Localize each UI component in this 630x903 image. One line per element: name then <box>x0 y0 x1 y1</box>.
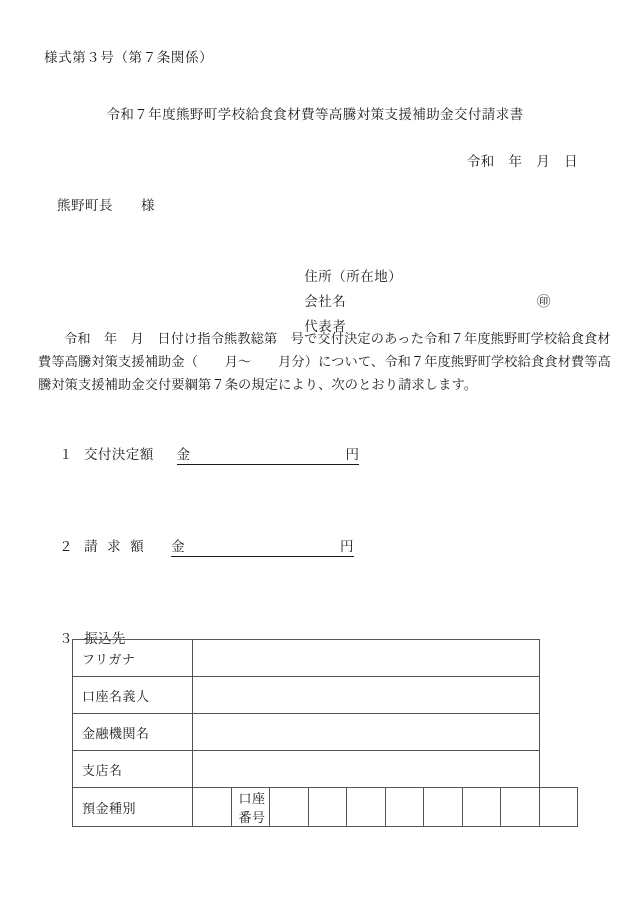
item-decided-label: 交付決定額 <box>84 447 154 462</box>
item-decided-currency-prefix: 金 <box>176 447 191 462</box>
page-title: 令和７年度熊野町学校給食食材費等高騰対策支援補助金交付請求書 <box>106 107 524 122</box>
account-digit-cell[interactable] <box>385 788 424 827</box>
applicant-company-label: 会社名 <box>304 294 347 309</box>
item-decided-number: １ <box>59 447 74 462</box>
row-label-account-number: 口座番号 <box>231 788 270 827</box>
applicant-address-label: 住所（所在地） <box>304 269 403 284</box>
item-claim-label: 請求額 <box>84 539 154 554</box>
table-row <box>73 640 578 677</box>
item-decided-amount <box>44 427 359 481</box>
item-claim-amount <box>44 519 354 573</box>
bank-account-table <box>72 639 578 827</box>
body-line-1: 令和 年 月 日付け指令熊教総第 号で交付決定のあった令和７年度熊野町学校給食食材 <box>64 331 611 346</box>
date-line: 令和 年 月 日 <box>466 154 578 169</box>
table-row <box>73 677 578 714</box>
applicant-block <box>281 239 551 334</box>
row-label-financial-institution: 金融機関名 <box>73 714 193 751</box>
item-claim-currency-suffix: 円 <box>340 539 354 554</box>
applicant-representative-row <box>281 289 551 334</box>
addressee: 熊野町長 様 <box>57 198 155 213</box>
row-value-furigana[interactable] <box>193 640 540 677</box>
applicant-address-row <box>281 239 403 284</box>
table-row <box>73 788 578 827</box>
item-claim-value-field[interactable] <box>171 535 354 557</box>
account-digit-cell[interactable] <box>308 788 347 827</box>
row-label-account-holder: 口座名義人 <box>73 677 193 714</box>
row-value-account-holder[interactable] <box>193 677 540 714</box>
item-claim-number: ２ <box>59 539 74 554</box>
item-claim-currency-prefix: 金 <box>171 539 186 554</box>
account-digit-cell[interactable] <box>462 788 501 827</box>
body-line-2: 費等高騰対策支援補助金（ 月～ 月分）について、令和７年度熊野町学校給食食材費等高 <box>38 354 611 369</box>
item-decided-currency-suffix: 円 <box>345 447 360 462</box>
item-transfer-label: 振込先 <box>84 631 126 646</box>
row-label-deposit-type: 預金種別 <box>73 788 193 827</box>
table-row <box>73 751 578 788</box>
seal-stamp-icon: ㊞ <box>537 294 551 309</box>
form-number: 様式第３号（第７条関係） <box>44 50 214 65</box>
applicant-company-row <box>281 264 402 309</box>
account-digit-cell[interactable] <box>424 788 463 827</box>
row-value-financial-institution[interactable] <box>193 714 540 751</box>
row-label-furigana: フリガナ <box>73 640 193 677</box>
row-value-branch[interactable] <box>193 751 540 788</box>
account-digit-cell[interactable] <box>539 788 578 827</box>
item-transfer-number: ３ <box>59 631 74 646</box>
account-digit-cell[interactable] <box>347 788 386 827</box>
body-paragraph <box>38 327 611 396</box>
account-digit-cell[interactable] <box>501 788 540 827</box>
table-row <box>73 714 578 751</box>
row-label-branch: 支店名 <box>73 751 193 788</box>
applicant-representative-label: 代表者 <box>304 319 347 334</box>
row-value-deposit-type[interactable] <box>193 788 232 827</box>
item-decided-value-field[interactable] <box>177 443 360 465</box>
body-line-3: 騰対策支援補助金交付要綱第７条の規定により、次のとおり請求します。 <box>38 377 478 392</box>
account-digit-cell[interactable] <box>270 788 309 827</box>
